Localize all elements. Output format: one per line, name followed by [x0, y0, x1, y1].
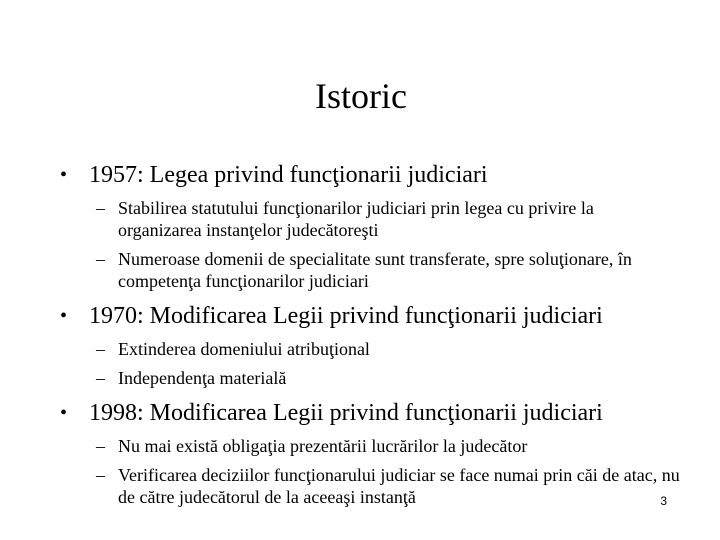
dash-icon: – — [96, 339, 105, 359]
sub-item — [60, 435, 680, 457]
bullet-1957 — [60, 161, 680, 189]
sub-item — [60, 338, 680, 360]
sub-item — [60, 367, 680, 389]
bullet-text: 1970: Modificarea Legii privind funcţionarii judiciari — [89, 303, 603, 329]
sub-item-text: Verificarea deciziilor funcţionarului judiciar se face numai prin căi de atac, nu de către judecătorul de la aceeaşi instanţă — [118, 465, 680, 507]
page-number: 3 — [660, 494, 667, 508]
sub-item — [60, 248, 680, 292]
bullet-icon: • — [60, 402, 68, 424]
sub-list-1970 — [60, 338, 680, 389]
slide-content — [60, 161, 680, 518]
dash-icon: – — [96, 436, 105, 456]
sub-list-1957 — [60, 197, 680, 292]
sub-item-text: Nu mai există obligaţia prezentării lucrărilor la judecător — [118, 436, 528, 456]
dash-icon: – — [96, 465, 105, 485]
sub-item-text: Independenţa materială — [118, 368, 287, 388]
sub-item-text: Extinderea domeniului atribuţional — [118, 339, 370, 359]
sub-item-text: Numeroase domenii de specialitate sunt transferate, spre soluţionare, în competenţa funcţionarilor judiciari — [118, 249, 632, 291]
dash-icon: – — [96, 198, 105, 218]
sub-item-text: Stabilirea statutului funcţionarilor judiciari prin legea cu privire la organizarea instanţelor judecătoreşti — [118, 198, 594, 240]
sub-item — [60, 464, 680, 508]
bullet-1970 — [60, 302, 680, 330]
dash-icon: – — [96, 368, 105, 388]
bullet-text: 1957: Legea privind funcţionarii judiciari — [89, 162, 488, 188]
dash-icon: – — [96, 249, 105, 269]
bullet-icon: • — [60, 305, 68, 327]
sub-item — [60, 197, 680, 241]
bullet-1998 — [60, 399, 680, 427]
sub-list-1998 — [60, 435, 680, 508]
bullet-icon: • — [60, 164, 68, 186]
slide-title: Istoric — [315, 76, 407, 116]
bullet-text: 1998: Modificarea Legii privind funcţionarii judiciari — [89, 400, 603, 426]
